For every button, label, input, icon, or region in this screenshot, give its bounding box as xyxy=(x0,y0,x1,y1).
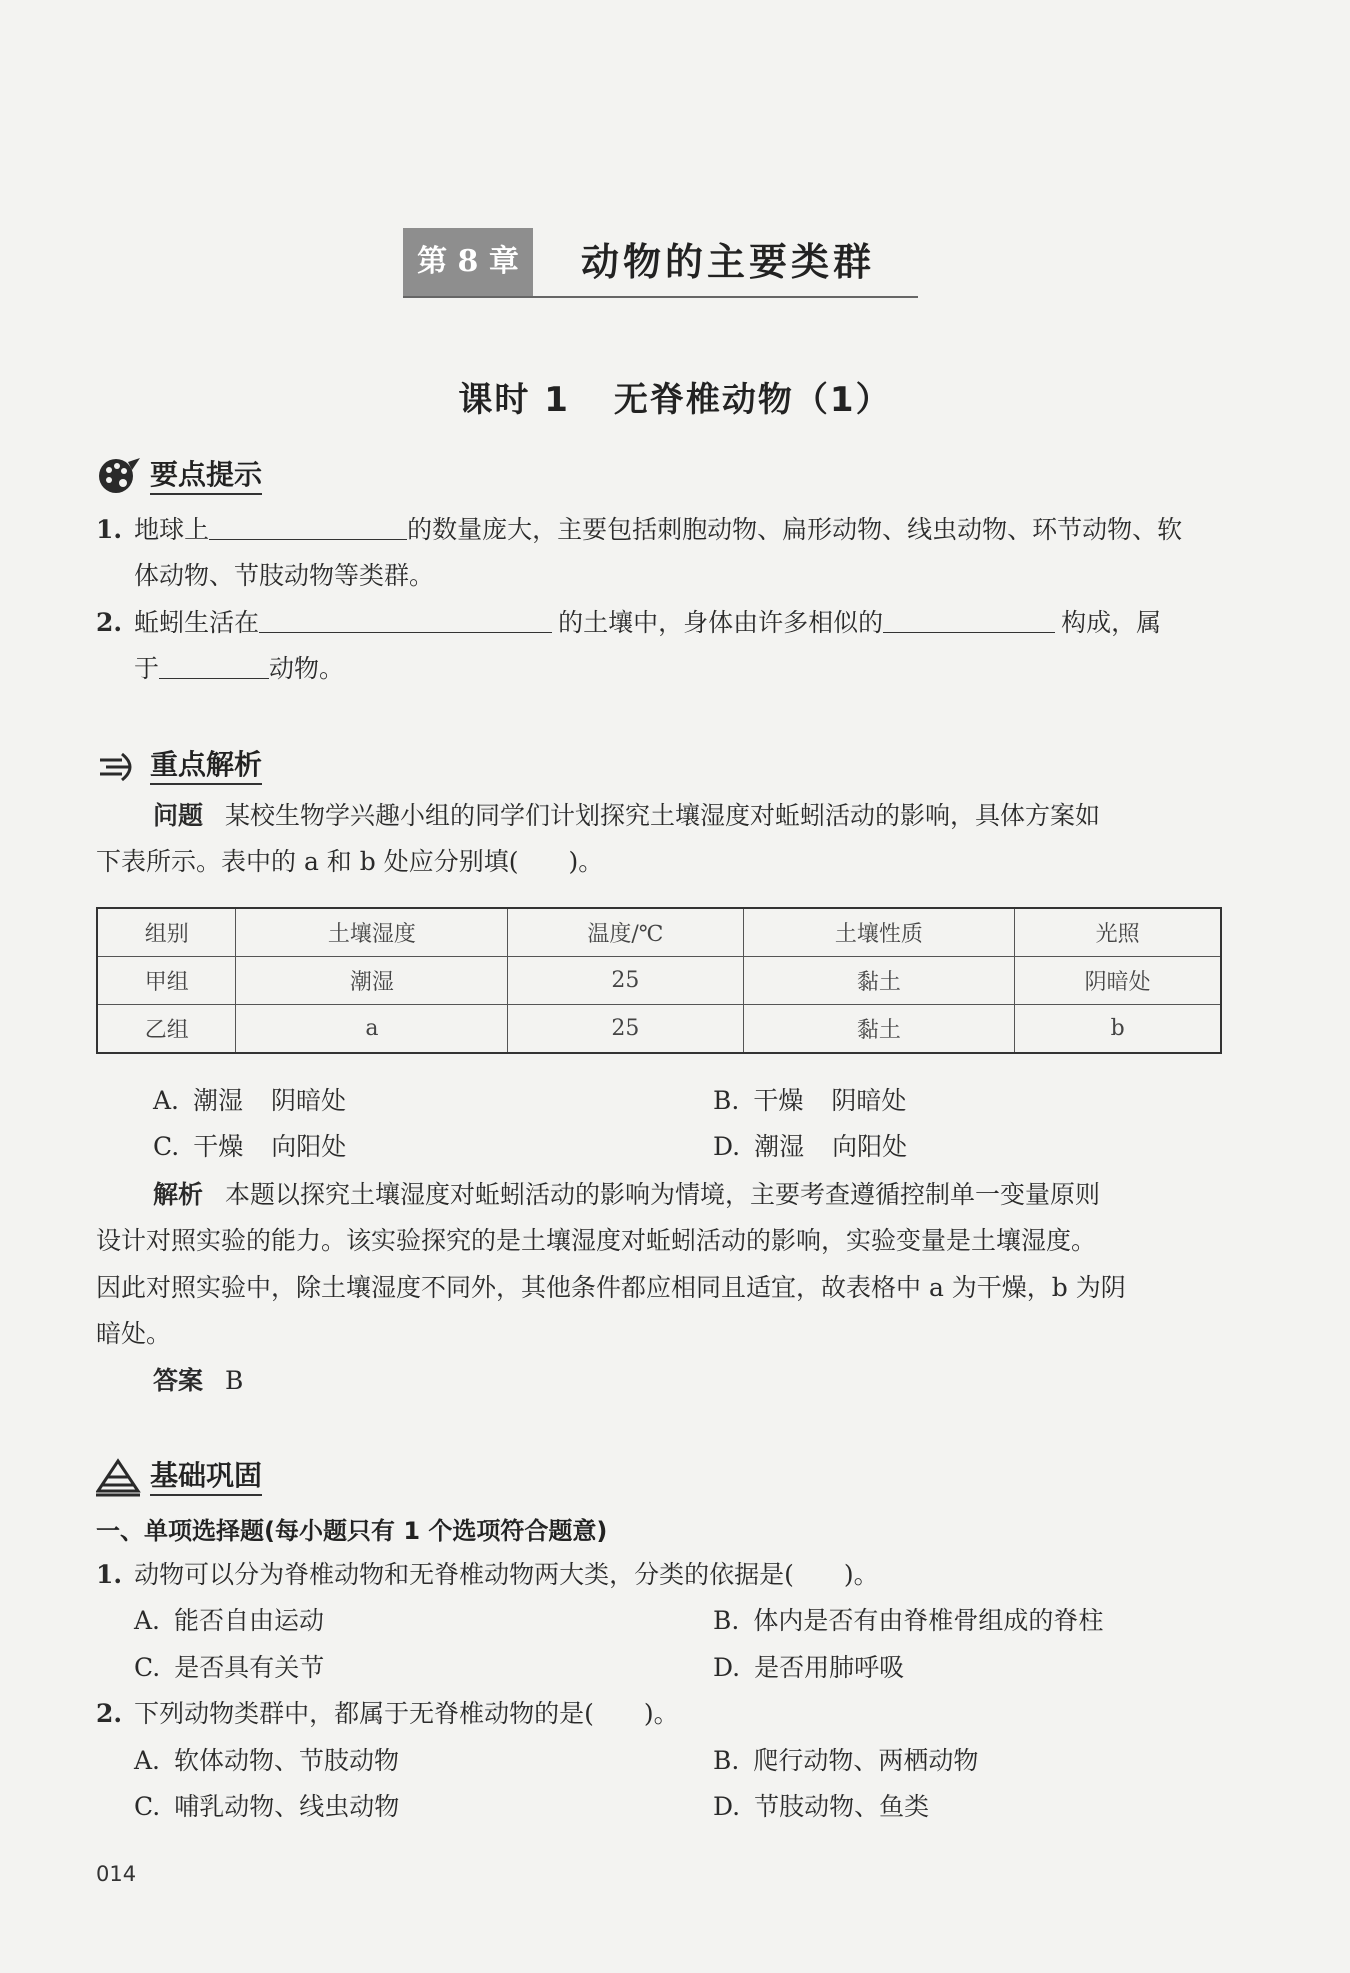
pyramid-icon xyxy=(96,1457,142,1497)
q1-option-d: D. 是否用肺呼吸 xyxy=(713,1653,905,1682)
explanation-line: 解析 本题以探究土壤湿度对蚯蚓活动的影响为情境，主要考查遵循控制单一变量原则 xyxy=(153,1180,1101,1209)
table-header-cell: 温度/℃ xyxy=(508,908,743,957)
answer-blank xyxy=(159,654,269,679)
speed-lines-icon xyxy=(96,746,142,786)
explanation-line: 设计对照实验的能力。该实验探究的是土壤湿度对蚯蚓活动的影响，实验变量是土壤湿度。 xyxy=(96,1226,1097,1255)
section-basics xyxy=(96,1455,262,1499)
analysis-question-cont: 下表所示。表中的 a 和 b 处应分别填( )。 xyxy=(96,847,604,876)
explanation-line: 因此对照实验中，除土壤湿度不同外，其他条件都应相同且适宜，故表格中 a 为干燥，b 为阴 xyxy=(96,1273,1126,1302)
table-cell: a xyxy=(236,1005,508,1054)
explanation-line: 暗处。 xyxy=(96,1319,172,1348)
option-b: B. 干燥 阴暗处 xyxy=(713,1086,907,1115)
table-cell: 25 xyxy=(508,957,743,1005)
q1-option-a: A. 能否自由运动 xyxy=(134,1606,325,1635)
q2-option-d: D. 节肢动物、鱼类 xyxy=(713,1792,930,1821)
lesson-label: 课时 1 xyxy=(458,380,570,420)
table-header-cell: 土壤性质 xyxy=(743,908,1015,957)
chapter-header xyxy=(403,228,918,298)
key-point-1-cont: 体动物、节肢动物等类群。 xyxy=(134,561,435,590)
key-point-1: 1. 地球上 的数量庞大，主要包括刺胞动物、扁形动物、线虫动物、环节动物、软 xyxy=(96,515,1183,544)
answer-blank xyxy=(883,608,1055,633)
table-cell: 25 xyxy=(508,1005,743,1054)
table-row xyxy=(97,957,1221,1005)
q2-option-c: C. 哺乳动物、线虫动物 xyxy=(134,1792,400,1821)
option-a: A. 潮湿 阴暗处 xyxy=(153,1086,347,1115)
answer-line: 答案 B xyxy=(153,1366,244,1395)
chapter-title: 动物的主要类群 xyxy=(581,239,876,284)
option-c: C. 干燥 向阳处 xyxy=(153,1132,347,1161)
key-point-2-cont: 于 动物。 xyxy=(134,654,345,683)
key-point-2: 2. 蚯蚓生活在 的土壤中，身体由许多相似的 构成，属 xyxy=(96,608,1162,637)
chapter-badge: 第 8 章 xyxy=(403,228,533,296)
section-title: 基础巩固 xyxy=(150,1458,262,1496)
table-cell: b xyxy=(1015,1005,1221,1054)
q1-option-c: C. 是否具有关节 xyxy=(134,1653,325,1682)
lesson-name: 无脊椎动物（1） xyxy=(613,380,892,420)
answer-blank xyxy=(209,515,407,540)
table-cell: 阴暗处 xyxy=(1015,957,1221,1005)
option-d: D. 潮湿 向阳处 xyxy=(713,1132,908,1161)
analysis-question: 问题 某校生物学兴趣小组的同学们计划探究土壤湿度对蚯蚓活动的影响，具体方案如 xyxy=(153,801,1101,830)
table-header-cell: 组别 xyxy=(97,908,236,957)
table-header-cell: 土壤湿度 xyxy=(236,908,508,957)
table-header-cell: 光照 xyxy=(1015,908,1221,957)
table-cell: 甲组 xyxy=(97,957,236,1005)
table-cell: 乙组 xyxy=(97,1005,236,1054)
section-title: 重点解析 xyxy=(150,747,262,785)
q1-option-b: B. 体内是否有由脊椎骨组成的脊柱 xyxy=(713,1606,1104,1635)
question-group-heading: 一、单项选择题(每小题只有 1 个选项符合题意) xyxy=(96,1517,608,1545)
experiment-table xyxy=(96,907,1222,1054)
table-cell: 潮湿 xyxy=(236,957,508,1005)
table-cell: 黏土 xyxy=(743,957,1015,1005)
section-analysis xyxy=(96,744,262,788)
question-1: 1. 动物可以分为脊椎动物和无脊椎动物两大类，分类的依据是( )。 xyxy=(96,1560,879,1589)
table-cell: 黏土 xyxy=(743,1005,1015,1054)
question-2: 2. 下列动物类群中，都属于无脊椎动物的是( )。 xyxy=(96,1699,679,1728)
section-title: 要点提示 xyxy=(150,457,262,495)
table-row xyxy=(97,1005,1221,1054)
answer-blank xyxy=(259,608,552,633)
lesson-title xyxy=(0,372,1350,421)
page-number: 014 xyxy=(96,1862,137,1886)
q2-option-a: A. 软体动物、节肢动物 xyxy=(134,1746,400,1775)
table-header-row xyxy=(97,908,1221,957)
q2-option-b: B. 爬行动物、两栖动物 xyxy=(713,1746,979,1775)
palette-icon xyxy=(96,456,142,496)
section-key-points xyxy=(96,454,262,498)
